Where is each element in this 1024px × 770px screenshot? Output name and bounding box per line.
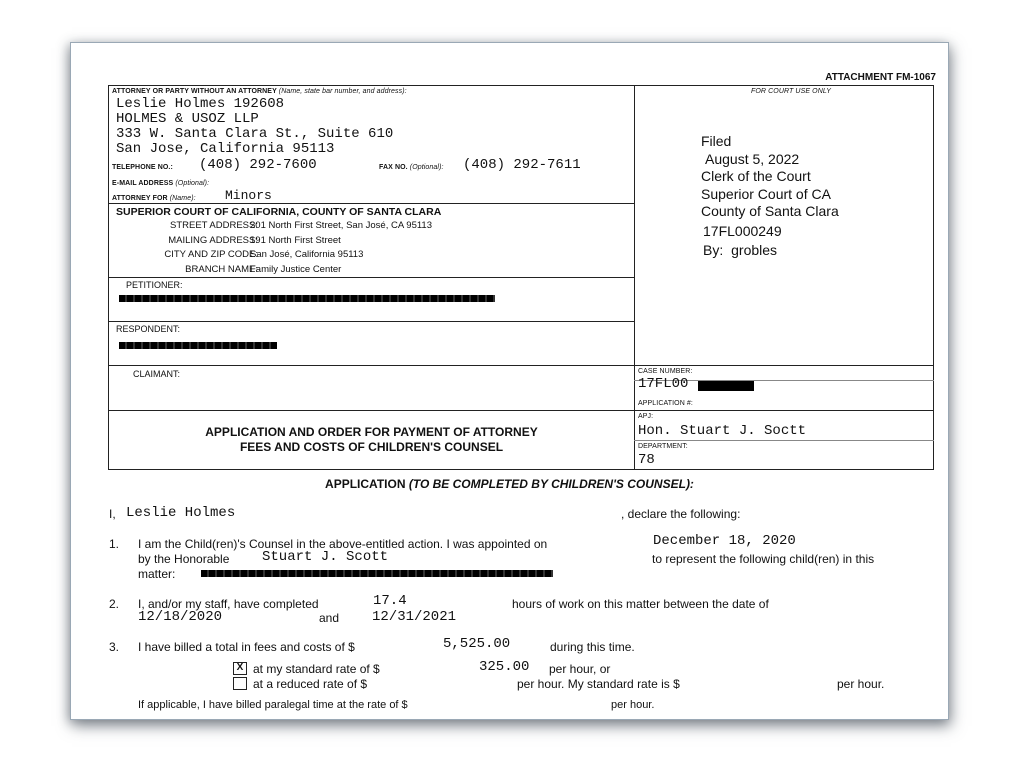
paralegal-text: If applicable, I have billed paralegal time at the rate of $: [138, 699, 408, 711]
stamp-by-label: By:: [703, 242, 724, 258]
stamp-line: County of Santa Clara: [701, 203, 839, 219]
paralegal-per-hour: per hour.: [611, 699, 655, 711]
reduced-rate-checkbox[interactable]: [233, 677, 247, 690]
divider-claimant: [108, 365, 934, 366]
court-row-value: San José, California 95113: [250, 249, 364, 260]
item2-number: 2.: [109, 597, 120, 611]
case-number-label: CASE NUMBER:: [638, 368, 693, 375]
item1-text-d: matter:: [138, 567, 176, 581]
court-row: [116, 235, 626, 250]
attorney-line: 333 W. Santa Clara St., Suite 610: [116, 126, 394, 142]
department-label: DEPARTMENT:: [638, 443, 688, 450]
reduced-rate-suffix: per hour. My standard rate is $: [517, 677, 680, 691]
court-row-label: BRANCH NAME:: [185, 263, 258, 275]
divider-court: [108, 203, 635, 204]
attorney-line: San Jose, California 95113: [116, 141, 335, 157]
item1-text-c: to represent the following child(ren) in this: [652, 552, 875, 566]
application-heading: APPLICATION (TO BE COMPLETED BY CHILDREN'S COUNSEL):: [325, 477, 694, 491]
per-hour-or: per hour, or: [549, 662, 611, 676]
form-title: [109, 425, 634, 454]
item2-text-a: I, and/or my staff, have completed: [138, 597, 319, 611]
attorney-line: HOLMES & USOZ LLP: [116, 111, 259, 127]
item2-end-date: 12/31/2021: [372, 609, 457, 625]
stamp-line: August 5, 2022: [705, 150, 800, 167]
stamp-line: Filed: [701, 133, 732, 149]
respondent-redaction: [119, 342, 277, 349]
court-row-value: Family Justice Center: [250, 263, 342, 275]
attorney-address: [116, 97, 393, 157]
attorney-for-label: ATTORNEY FOR (Name):: [112, 195, 196, 202]
divider-apj-dept: [634, 440, 934, 441]
stamp-by: [701, 242, 839, 260]
standard-rate-checkbox[interactable]: X: [233, 662, 247, 675]
divider-respondent: [108, 321, 635, 322]
item1-judge: Stuart J. Scott: [262, 549, 389, 565]
case-number-redaction: [698, 381, 754, 391]
item3-number: 3.: [109, 640, 120, 654]
children-redaction: [201, 570, 553, 577]
declarant-i: I,: [109, 507, 116, 521]
item3-text-a: I have billed a total in fees and costs of $: [138, 640, 355, 654]
item1-number: 1.: [109, 537, 120, 551]
attorney-line: Leslie Holmes 192608: [116, 96, 285, 112]
email-label: E-MAIL ADDRESS (Optional):: [112, 180, 210, 187]
item2-start-date: 12/18/2020: [138, 609, 223, 625]
frame-right: [933, 85, 934, 470]
court-row-value: 201 North First Street, San José, CA 95113: [250, 220, 433, 231]
petitioner-redaction: [119, 295, 495, 302]
item1-text-b: by the Honorable: [138, 552, 230, 566]
divider-title: [108, 410, 934, 411]
court-address-block: [116, 220, 626, 278]
telephone-label: TELEPHONE NO.:: [112, 164, 173, 171]
frame-top: [108, 85, 934, 86]
attorney-for-value: Minors: [225, 188, 272, 203]
court-row: [116, 220, 626, 235]
application-number-label: APPLICATION #:: [638, 400, 693, 407]
court-row-label: CITY AND ZIP CODE:: [164, 249, 258, 260]
apj-label: APJ:: [638, 413, 654, 420]
filed-stamp: [701, 133, 839, 260]
item1-text-a: I am the Child(ren)'s Counsel in the above-entitled action. I was appointed on: [138, 537, 548, 551]
item2-hours: 17.4: [373, 593, 407, 609]
court-name: SUPERIOR COURT OF CALIFORNIA, COUNTY OF SANTA CLARA: [116, 206, 442, 218]
department-value: 78: [638, 452, 655, 468]
standard-rate-label: at my standard rate of $: [253, 662, 380, 676]
standard-rate-value: 325.00: [479, 659, 530, 675]
stamp-by-value: grobles: [731, 242, 778, 258]
respondent-label: RESPONDENT:: [116, 324, 181, 334]
item2-text-b: hours of work on this matter between the date of: [512, 597, 769, 611]
court-row-label: STREET ADDRESS:: [170, 220, 258, 231]
frame-bottom: [108, 469, 934, 470]
court-use-label: FOR COURT USE ONLY: [751, 88, 831, 95]
attorney-label: ATTORNEY OR PARTY WITHOUT AN ATTORNEY (Name, state bar number, and address):: [112, 88, 407, 95]
item3-text-b: during this time.: [550, 640, 635, 654]
document-page: [70, 42, 949, 720]
form-title-line: APPLICATION AND ORDER FOR PAYMENT OF ATTORNEY: [205, 425, 538, 439]
court-row: [116, 249, 626, 264]
declarant-name: Leslie Holmes: [126, 505, 236, 521]
attachment-title: ATTACHMENT FM-1067: [825, 72, 936, 83]
court-row-value: 191 North First Street: [250, 234, 341, 246]
declare-text: , declare the following:: [621, 507, 741, 521]
stamp-line: 17FL000249: [703, 222, 782, 239]
per-hour: per hour.: [837, 677, 885, 691]
item1-date: December 18, 2020: [653, 533, 796, 549]
item2-and: and: [319, 611, 340, 625]
court-row: [116, 264, 626, 279]
item3-total: 5,525.00: [443, 636, 511, 652]
court-row-label: MAILING ADDRESS:: [168, 234, 258, 246]
case-number-value: 17FL00: [638, 376, 689, 392]
petitioner-label: PETITIONER:: [126, 280, 183, 290]
telephone-value: (408) 292-7600: [199, 157, 317, 173]
reduced-rate-label: at a reduced rate of $: [253, 677, 368, 691]
fax-label: FAX NO. (Optional):: [379, 164, 444, 171]
apj-value: Hon. Stuart J. Soctt: [638, 423, 807, 439]
stamp-line: Clerk of the Court: [701, 168, 811, 184]
claimant-label: CLAIMANT:: [133, 369, 181, 379]
fax-value: (408) 292-7611: [463, 157, 581, 173]
stamp-line: Superior Court of CA: [701, 185, 831, 202]
form-title-line: FEES AND COSTS OF CHILDREN'S COUNSEL: [239, 439, 504, 454]
